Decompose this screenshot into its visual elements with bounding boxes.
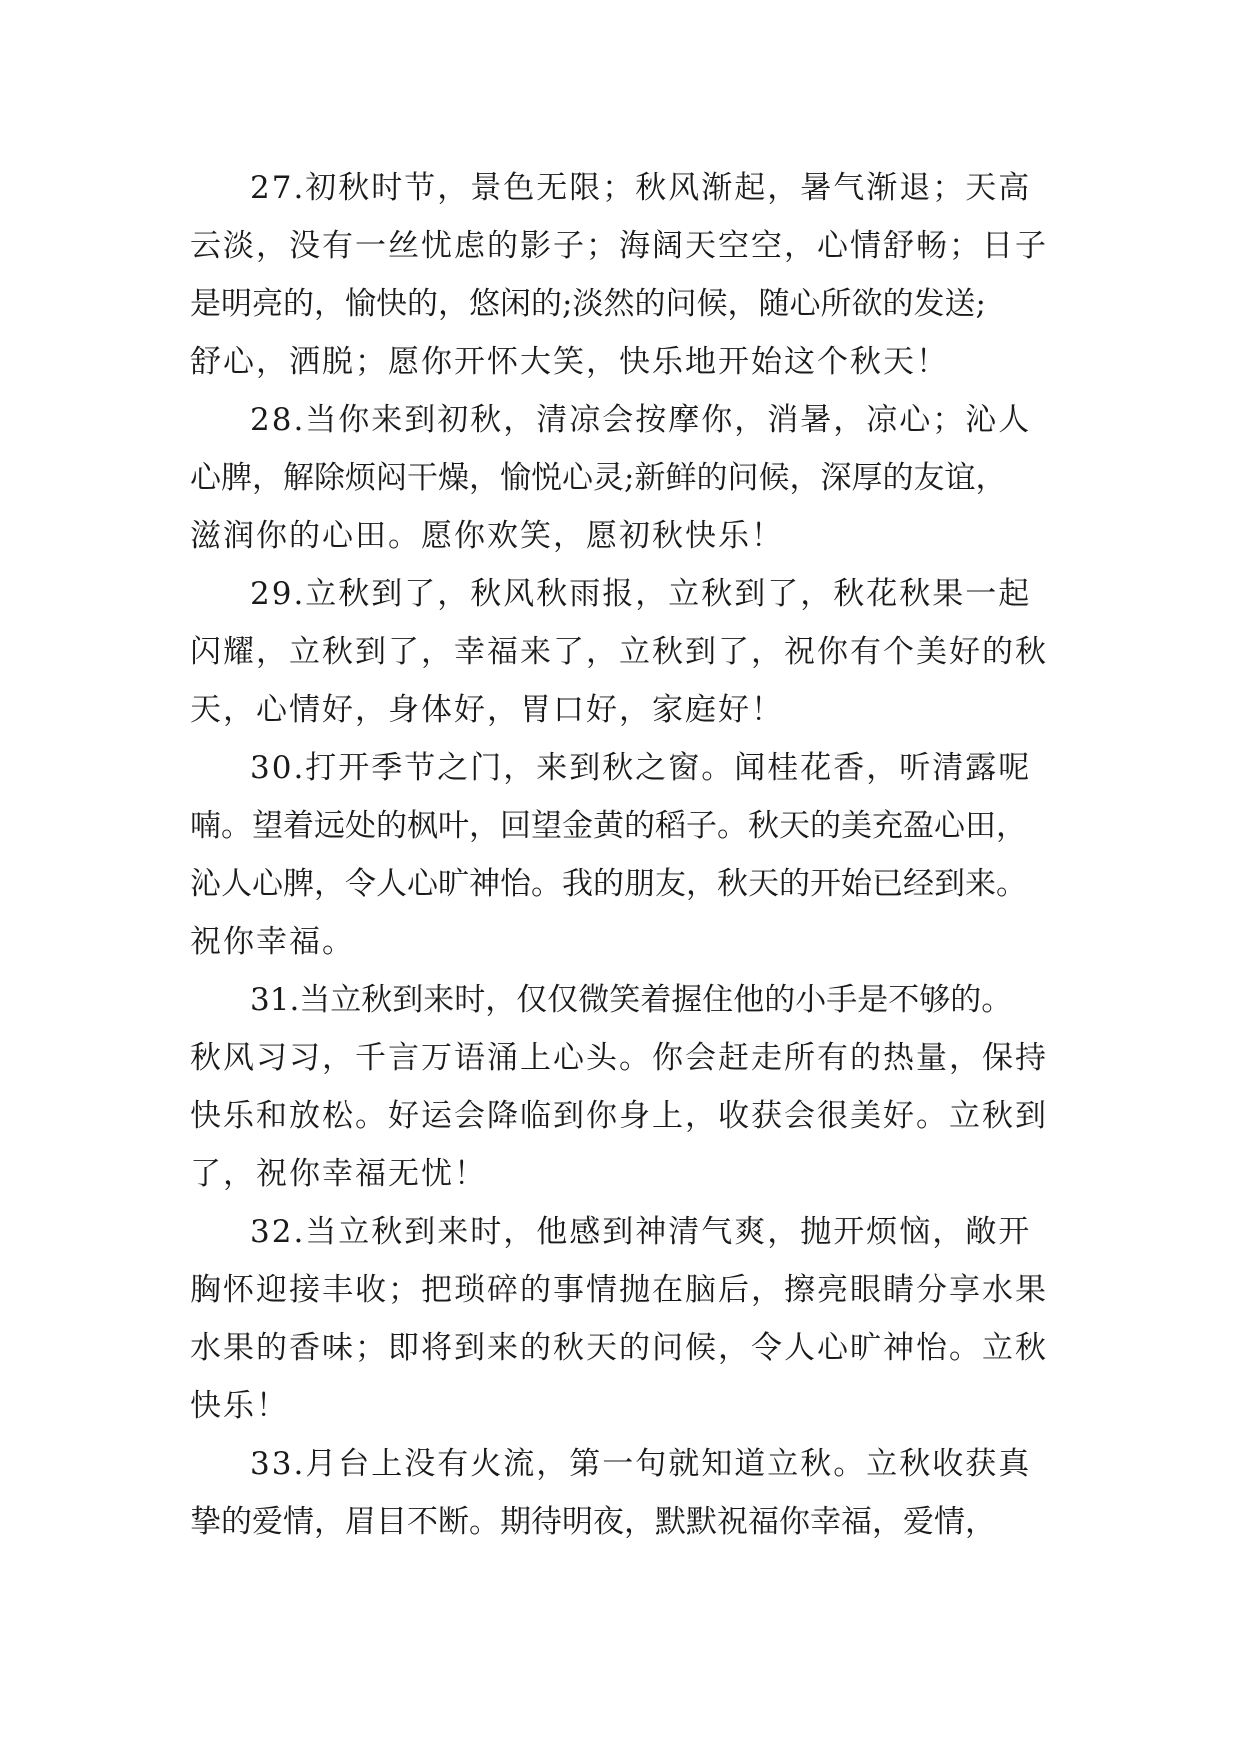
- paragraph-30: [190, 739, 1051, 971]
- paragraph-31: [190, 971, 1051, 1203]
- text-line: 29.立秋到了，秋风秋雨报，立秋到了，秋花秋果一起: [250, 576, 1032, 612]
- text-line: 33.月台上没有火流，第一句就知道立秋。立秋收获真: [250, 1446, 1032, 1482]
- text-line: 是明亮的，愉快的，悠闲的;淡然的问候，随心所欲的发送;: [190, 286, 986, 322]
- document-body: [190, 159, 1051, 1551]
- text-line: 快乐和放松。好运会降临到你身上，收获会很美好。立秋到: [190, 1098, 1048, 1134]
- text-line: 秋风习习，千言万语涌上心头。你会赶走所有的热量，保持: [190, 1040, 1048, 1076]
- text-line: 祝你幸福。: [190, 924, 355, 960]
- text-line: 云淡，没有一丝忧虑的影子；海阔天空空，心情舒畅；日子: [190, 228, 1048, 264]
- paragraph-32: [190, 1203, 1051, 1435]
- text-line: 滋润你的心田。愿你欢笑，愿初秋快乐！: [190, 518, 784, 554]
- text-line: 沁人心脾，令人心旷神怡。我的朋友，秋天的开始已经到来。: [190, 866, 1027, 902]
- text-line: 30.打开季节之门，来到秋之窗。闻桂花香，听清露呢: [250, 750, 1032, 786]
- text-line: 32.当立秋到来时，他感到神清气爽，抛开烦恼，敞开: [250, 1214, 1032, 1250]
- text-line: 喃。望着远处的枫叶，回望金黄的稻子。秋天的美充盈心田，: [190, 808, 1027, 844]
- text-line: 挚的爱情，眉目不断。期待明夜，默默祝福你幸福，爱情，: [190, 1504, 996, 1540]
- paragraph-29: [190, 565, 1051, 739]
- text-line: 了，祝你幸福无忧！: [190, 1156, 487, 1192]
- paragraph-27: [190, 159, 1051, 391]
- text-line: 心脾，解除烦闷干燥，愉悦心灵;新鲜的问候，深厚的友谊，: [190, 460, 1007, 496]
- text-line: 27.初秋时节，景色无限；秋风渐起，暑气渐退；天高: [250, 170, 1032, 206]
- paragraph-33: [190, 1435, 1051, 1551]
- paragraph-28: [190, 391, 1051, 565]
- text-line: 水果的香味；即将到来的秋天的问候，令人心旷神怡。立秋: [190, 1330, 1048, 1366]
- text-line: 31.当立秋到来时，仅仅微笑着握住他的小手是不够的。: [250, 982, 1013, 1018]
- text-line: 胸怀迎接丰收；把琐碎的事情抛在脑后，擦亮眼睛分享水果: [190, 1272, 1048, 1308]
- text-line: 快乐！: [190, 1388, 289, 1424]
- text-line: 闪耀，立秋到了，幸福来了，立秋到了，祝你有个美好的秋: [190, 634, 1048, 670]
- text-line: 舒心，洒脱；愿你开怀大笑，快乐地开始这个秋天！: [190, 344, 949, 380]
- text-line: 28.当你来到初秋，清凉会按摩你，消暑，凉心；沁人: [250, 402, 1032, 438]
- text-line: 天，心情好，身体好，胃口好，家庭好！: [190, 692, 784, 728]
